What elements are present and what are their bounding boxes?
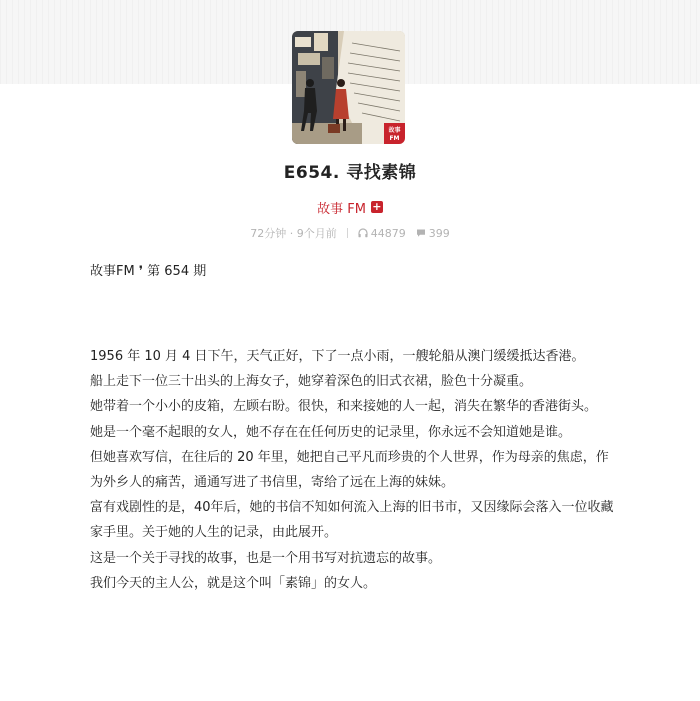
episode-cover[interactable]: [292, 31, 405, 144]
headphones-icon: [358, 228, 368, 238]
description-paragraph: 她带着一个小小的皮箱，左顾右盼。很快，和来接她的人一起，消失在繁华的香港街头。: [90, 399, 598, 415]
follow-button[interactable]: +: [372, 200, 382, 213]
comments-value: 399: [428, 226, 450, 240]
description-paragraph: 1956 年 10 月 4 日下午，天气正好，下了一点小雨，一艘轮船从澳门缓缓抵达香港。: [90, 349, 585, 364]
episode-title: E654. 寻找素锦: [283, 163, 417, 183]
episode-subtitle: 故事FM ❜ 第 654 期: [90, 264, 207, 279]
episode-meta: [0, 224, 700, 242]
listens-value: 44879: [370, 226, 406, 240]
duration-age-text: 72分钟 · 9个月前: [250, 227, 337, 240]
description-paragraph: 船上走下一位三十出头的上海女子，她穿着深色的旧式衣裙，脸色十分凝重。: [90, 374, 533, 390]
meta-divider: [347, 228, 348, 238]
description-paragraph: 但她喜欢写信，在往后的 20 年里，她把自己平凡而珍贵的个人世界，作为母亲的焦虑，作为外乡人的痛苦，通通写进了书信里，寄给了远在上海的妹妹。: [90, 449, 609, 491]
description-paragraph: 富有戏剧性的是，40年后，她的书信不知如何流入上海的旧书市，又因缘际会落入一位收藏家手里。关于她的人生的记录，由此展开。: [90, 500, 614, 541]
podcast-row: [0, 197, 700, 217]
episode-cover-art: [292, 31, 405, 144]
comment-icon: [416, 228, 426, 238]
description-paragraph: 她是一个毫不起眼的女人，她不存在在任何历史的记录里，你永远不会知道她是谁。: [90, 424, 572, 440]
description-paragraph: 我们今天的主人公，就是这个叫「素锦」的女人。: [90, 575, 377, 591]
podcast-name-link[interactable]: 故事 FM: [317, 201, 366, 217]
description-paragraph: 这是一个关于寻找的故事，也是一个用书写对抗遗忘的故事。: [90, 550, 442, 566]
episode-description: [90, 344, 614, 596]
svg-text:FM: FM: [389, 135, 400, 142]
svg-text:故事: 故事: [388, 127, 401, 134]
comments-count[interactable]: [416, 227, 450, 240]
listens-count: [358, 227, 406, 240]
